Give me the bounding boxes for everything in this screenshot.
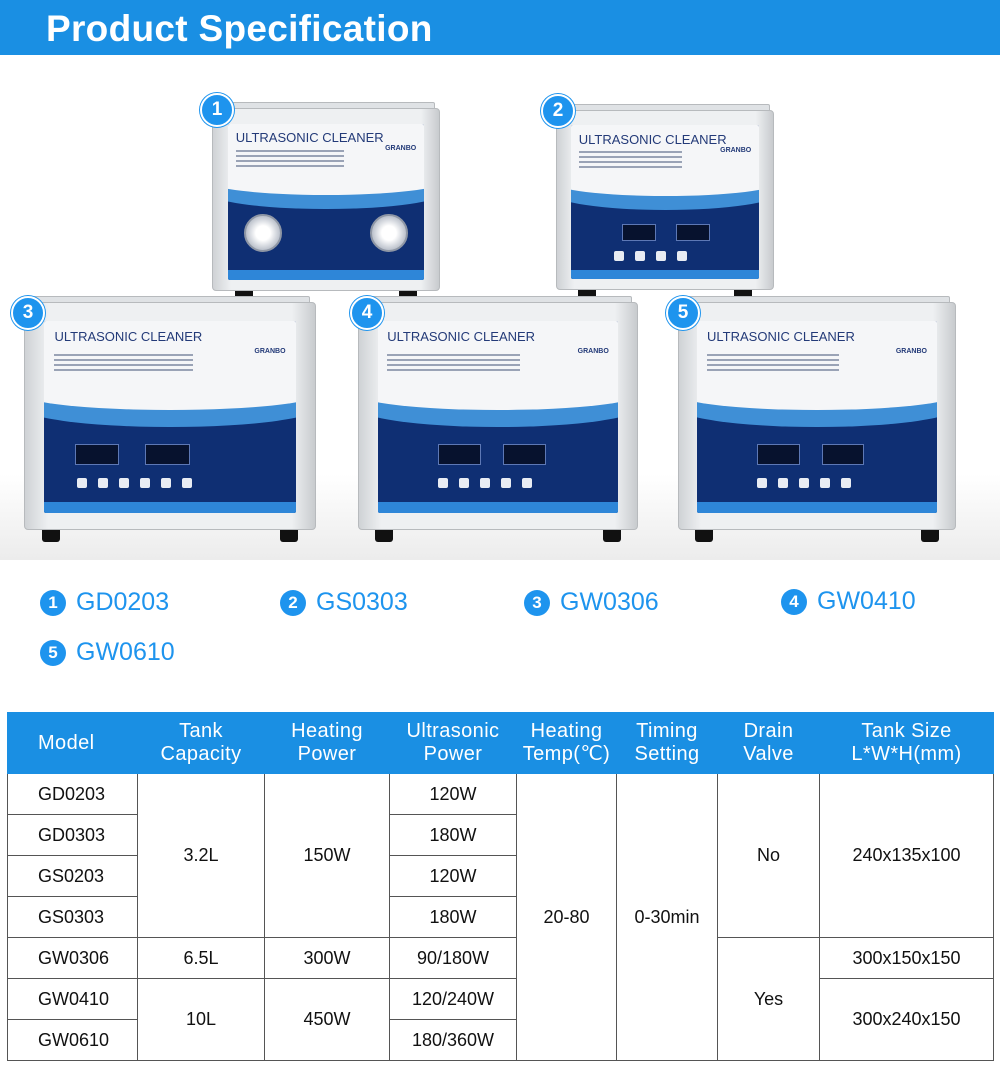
label-number: 3 [524,590,550,616]
table-row [8,938,994,979]
machine-3 [24,302,316,542]
number-badge-5: 5 [666,296,700,330]
time-display [145,444,190,465]
specification-table [7,712,994,1061]
tank-size-cell: 240x135x100 [820,774,994,938]
model-cell: GS0203 [8,856,138,897]
model-label-5 [40,638,175,668]
label-text: GW0410 [817,587,916,615]
control-buttons [77,475,203,493]
machine-4 [358,302,638,542]
label-text: GD0203 [76,588,170,616]
table-row [8,774,994,815]
ultrasonic-power-cell: 120W [390,774,517,815]
warning-text [579,151,682,171]
header-model: Model [8,713,138,774]
drain-valve-cell: No [718,774,820,938]
machine-5 [678,302,956,542]
brand-logo: GRANBO [895,348,927,356]
foot [280,530,298,542]
machine-title: ULTRASONIC CLEANER [54,328,203,344]
timing-cell: 0-30min [617,774,718,1061]
brand-logo: GRANBO [577,348,609,356]
control-buttons [438,475,543,493]
ultrasonic-power-cell: 120/240W [390,979,517,1020]
label-text: GW0306 [560,588,659,616]
capacity-cell: 6.5L [138,938,265,979]
machine-1 [212,108,440,303]
control-buttons [614,248,698,266]
control-panel [44,321,295,513]
model-cell: GD0303 [8,815,138,856]
label-number: 4 [781,589,807,615]
model-label-1 [40,588,169,618]
machine-title: ULTRASONIC CLEANER [387,328,536,344]
model-label-2 [280,588,408,618]
machine-title: ULTRASONIC CLEANER [235,129,384,145]
temperature-display [757,444,800,465]
header-tank-size: Tank Size L*W*H(mm) [820,713,994,774]
warning-text [707,354,839,374]
control-panel [697,321,936,513]
foot [695,530,713,542]
temperature-display [438,444,481,465]
model-cell: GW0306 [8,938,138,979]
heating-power-cell: 150W [265,774,390,938]
temperature-knob [244,214,282,252]
model-cell: GS0303 [8,897,138,938]
table-row [8,979,994,1020]
heating-temp-cell: 20-80 [517,774,617,1061]
drain-valve-cell: Yes [718,938,820,1061]
control-buttons [757,475,862,493]
header-heating-power: Heating Power [265,713,390,774]
foot [42,530,60,542]
brand-logo: GRANBO [720,146,752,154]
model-cell: GD0203 [8,774,138,815]
heating-power-cell: 300W [265,938,390,979]
model-cell: GW0610 [8,1020,138,1061]
control-panel [228,124,424,280]
time-display [503,444,546,465]
header-capacity: Tank Capacity [138,713,265,774]
model-label-3 [524,588,659,618]
header-drain-valve: Drain Valve [718,713,820,774]
label-text: GS0303 [316,588,408,616]
capacity-cell: 3.2L [138,774,265,938]
control-panel [571,125,759,279]
number-badge-2: 2 [541,94,575,128]
table-header-row [8,713,994,774]
machine-title: ULTRASONIC CLEANER [578,131,727,147]
warning-text [54,354,192,374]
foot [921,530,939,542]
label-number: 2 [280,590,306,616]
time-display [676,224,710,241]
warning-text [236,150,344,170]
header-banner [0,0,1000,55]
number-badge-4: 4 [350,296,384,330]
number-badge-1: 1 [200,93,234,127]
capacity-cell: 10L [138,979,265,1061]
header-timing: Timing Setting [617,713,718,774]
machine-2 [556,110,774,302]
header-heating-temp: Heating Temp(℃) [517,713,617,774]
label-text: GW0610 [76,638,175,666]
machine-title: ULTRASONIC CLEANER [707,328,855,344]
heating-power-cell: 450W [265,979,390,1061]
temperature-display [75,444,120,465]
ultrasonic-power-cell: 90/180W [390,938,517,979]
ultrasonic-power-cell: 180/360W [390,1020,517,1061]
tank-size-cell: 300x150x150 [820,938,994,979]
timer-knob [370,214,408,252]
brand-logo: GRANBO [385,145,417,153]
control-panel [378,321,619,513]
brand-logo: GRANBO [254,348,286,356]
number-badge-3: 3 [11,296,45,330]
tank-size-cell: 300x240x150 [820,979,994,1061]
time-display [822,444,865,465]
warning-text [387,354,519,374]
foot [375,530,393,542]
foot [603,530,621,542]
model-label-4 [781,587,916,617]
page-title: Product Specification [46,8,433,49]
temperature-display [622,224,656,241]
model-cell: GW0410 [8,979,138,1020]
ultrasonic-power-cell: 120W [390,856,517,897]
label-number: 5 [40,640,66,666]
header-ultrasonic-power: Ultrasonic Power [390,713,517,774]
label-number: 1 [40,590,66,616]
ultrasonic-power-cell: 180W [390,897,517,938]
ultrasonic-power-cell: 180W [390,815,517,856]
